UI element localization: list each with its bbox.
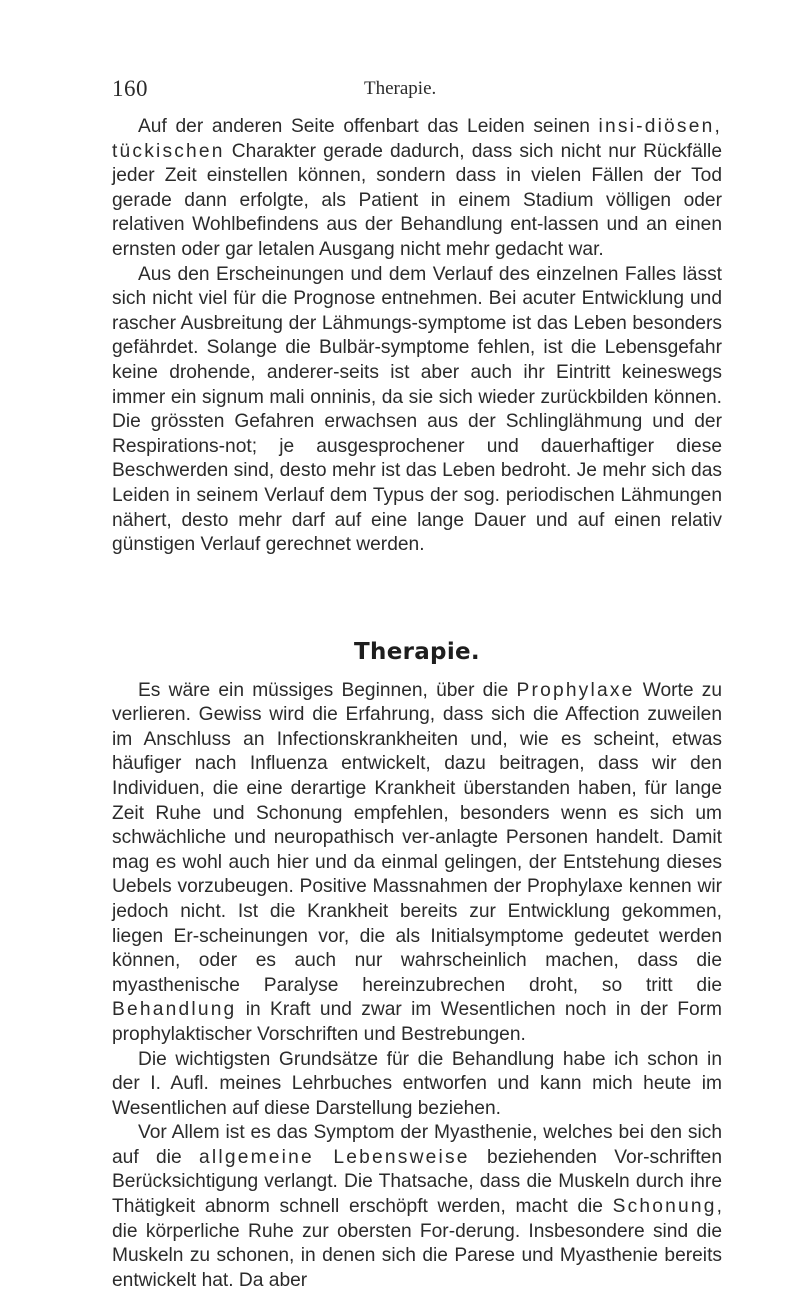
paragraph xyxy=(112,679,722,1048)
section-heading: Therapie. xyxy=(354,639,480,665)
emphasized-text: Schonung xyxy=(612,1196,717,1218)
emphasized-text: allgemeine Lebensweise xyxy=(199,1146,470,1168)
paragraph-text: Auf der anderen Seite offenbart das Leiden seinen xyxy=(138,116,599,137)
paragraph xyxy=(112,115,722,263)
paragraph-text: , die körperliche Ruhe zur obersten For-derung. Insbesondere sind die Muskeln zu schonen, in denen sich die Parese und Myasthenie bereits entwickelt hat. Da aber xyxy=(112,1196,722,1291)
paragraph-text: Vor Allem ist es das Symptom der Myasthenie, welches bei den sich auf die xyxy=(112,1122,722,1168)
paragraph-text: Charakter gerade dadurch, dass sich nicht nur Rückfälle jeder Zeit einstellen können, sondern dass in vielen Fällen der Tod gerade dann erfolgte, als Patient in einem Stadium völligen oder relativen Wohlbefindens aus der Behandlung ent-lassen und an einen ernsten oder gar letalen Ausgang nicht mehr gedacht war. xyxy=(112,140,722,260)
emphasized-text: Behandlung xyxy=(112,999,237,1021)
paragraph: Aus den Erscheinungen und dem Verlauf des einzelnen Falles lässt sich nicht viel für die Prognose entnehmen. Bei acuter Entwicklung und rascher Ausbreitung der Lähmungs-symptome ist das Leben besonders gefährdet. Solange die Bulbär-symptome fehlen, ist die Lebensgefahr keine drohende, anderer-seits ist aber auch ihr Eintritt keineswegs immer ein signum mali onninis, da sie sich wieder zurückbilden können. Die grössten Gefahren erwachsen aus der Schlinglähmung und der Respirations-not; je ausgesprochener und dauerhaftiger diese Beschwerden sind, desto mehr ist das Leben bedroht. Je mehr sich das Leiden in seinem Verlauf dem Typus der sog. periodischen Lähmungen nähert, desto mehr darf auf eine lange Dauer und auf einen relativ günstigen Verlauf gerechnet werden. xyxy=(112,263,722,556)
running-head: Therapie. xyxy=(364,78,437,99)
therapy-section xyxy=(112,640,722,1293)
page-number: 160 xyxy=(112,76,148,101)
paragraph-text: beziehenden Vor-schriften Berücksichtigung verlangt. Die Thatsache, dass die Muskeln durch ihre Thätigkeit abnorm schnell erschöpft werden, macht die xyxy=(112,1146,722,1218)
emphasized-text: Prophylaxe xyxy=(516,679,635,701)
paragraph xyxy=(112,1121,722,1293)
paragraph-text: Es wäre ein müssiges Beginnen, über die xyxy=(138,679,517,701)
paragraph-text: in Kraft und zwar im Wesentlichen noch in der Form prophylaktischer Vorschriften und Bestrebungen. xyxy=(112,999,722,1045)
paragraph-text: Worte zu verlieren. Gewiss wird die Erfahrung, dass sich die Affection zuweilen im Anschluss an Infectionskrankheiten und, wie es scheint, etwas häufiger nach Influenza entwickelt, dazu beitragen, dass wir den Individuen, die eine derartige Krankheit überstanden haben, für lange Zeit Ruhe und Schonung empfehlen, besonders wenn es sich um schwächliche und neuropathisch ver-anlagte Personen handelt. Damit mag es wohl auch hier und da einmal gelingen, der Entstehung dieses Uebels vorzubeugen. Positive Massnahmen der Prophylaxe kennen wir jedoch nicht. Ist die Krankheit bereits zur Entwicklung gekommen, liegen Er-scheinungen vor, die als Initialsymptome gedeutet werden können, oder es auch nur wahrscheinlich machen, dass die myasthenische Paralyse hereinzubrechen droht, so tritt die xyxy=(112,679,722,996)
prognosis-section xyxy=(112,115,722,558)
page-header xyxy=(112,76,722,102)
emphasized-text: insi-diösen, tückischen xyxy=(112,116,722,162)
paragraph: Die wichtigsten Grundsätze für die Behandlung habe ich schon in der I. Aufl. meines Lehrbuches entworfen und kann mich heute im Wesentlichen auf diese Darstellung beziehen. xyxy=(112,1048,722,1119)
